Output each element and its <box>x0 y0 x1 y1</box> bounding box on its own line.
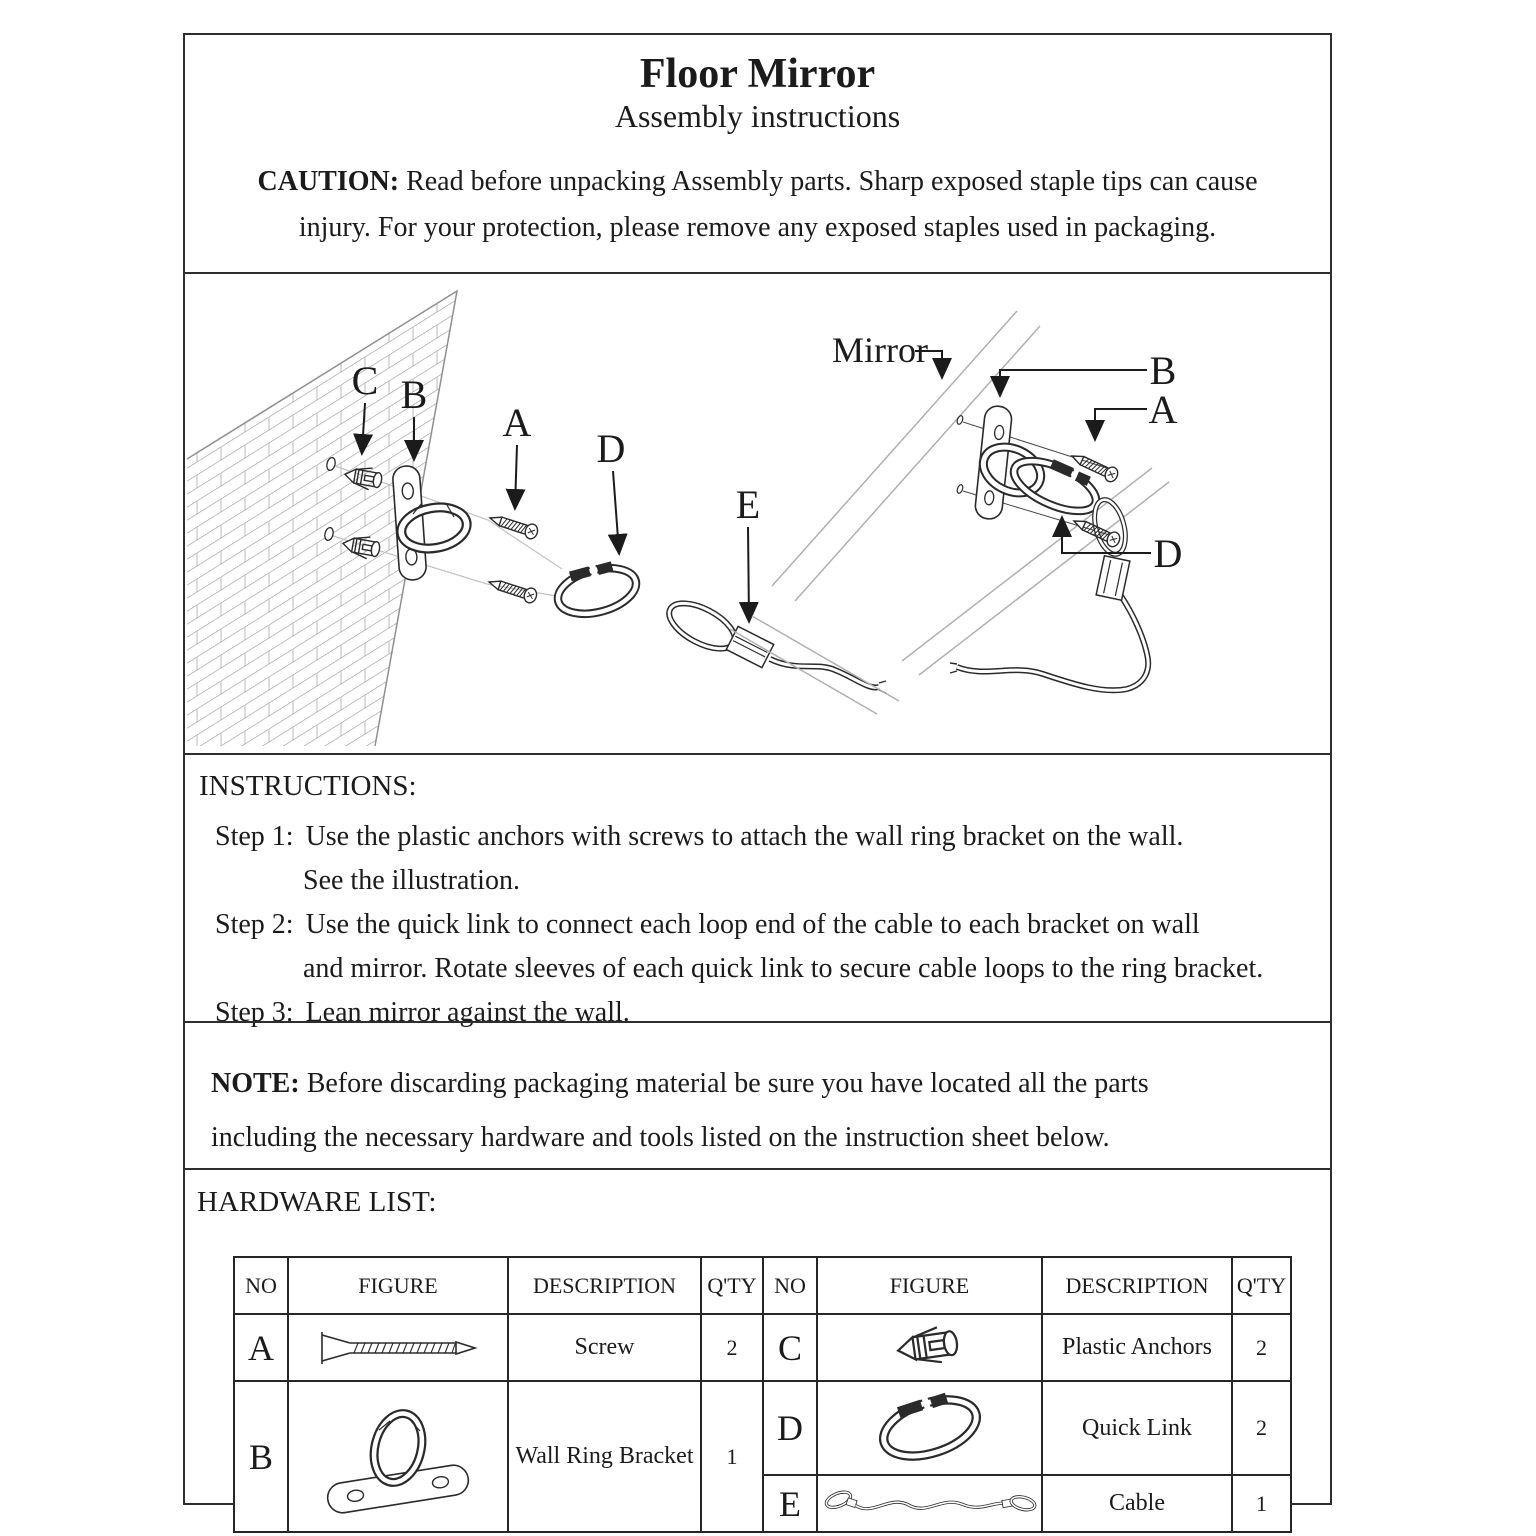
quick-link-drawing <box>551 554 641 622</box>
col-description: DESCRIPTION <box>1042 1257 1232 1314</box>
diagram-section <box>185 272 1330 753</box>
quick-link-figure <box>817 1381 1042 1475</box>
part-label-d-right: D <box>1153 531 1183 576</box>
screw-drawing <box>488 511 540 541</box>
part-label-e: E <box>735 482 761 527</box>
instructions-heading: INSTRUCTIONS: <box>199 770 417 802</box>
item-e-description: Cable <box>1042 1475 1232 1532</box>
col-description: DESCRIPTION <box>508 1257 701 1314</box>
page-title: Floor Mirror <box>639 51 876 97</box>
item-a-description: Screw <box>508 1314 701 1381</box>
table-row <box>234 1314 1291 1381</box>
item-b-qty: 1 <box>701 1381 763 1532</box>
header-section <box>185 35 1330 272</box>
screw-figure <box>288 1314 508 1381</box>
step-2-line-1: Step 2: Use the quick link to connect each loop end of the cable to each bracket on wall <box>215 909 1200 940</box>
note-section <box>185 1021 1330 1168</box>
col-qty: Q'TY <box>1232 1257 1291 1314</box>
cable-drawing-right <box>950 596 1148 690</box>
item-d-no: D <box>763 1381 817 1475</box>
note-paragraph <box>185 1023 1330 1165</box>
col-figure: FIGURE <box>817 1257 1042 1314</box>
hardware-header-row <box>234 1257 1291 1314</box>
item-c-qty: 2 <box>1232 1314 1291 1381</box>
mirror-label: Mirror <box>832 330 928 370</box>
part-label-c: C <box>351 358 379 403</box>
item-c-no: C <box>763 1314 817 1381</box>
table-row <box>234 1381 1291 1475</box>
note-label: NOTE: <box>211 1068 300 1099</box>
mirror-install-drawing <box>730 311 1182 714</box>
col-qty: Q'TY <box>701 1257 763 1314</box>
item-c-description: Plastic Anchors <box>1042 1314 1232 1381</box>
col-figure: FIGURE <box>288 1257 508 1314</box>
step-1-line-1: Step 1: Use the plastic anchors with screws to attach the wall ring bracket on the wall. <box>215 821 1184 852</box>
page-subtitle: Assembly instructions <box>614 98 901 134</box>
hardware-heading: HARDWARE LIST: <box>197 1186 437 1218</box>
col-no: NO <box>763 1257 817 1314</box>
caution-label: CAUTION: <box>257 166 400 197</box>
step-1-label: Step 1: <box>215 821 294 852</box>
screw-drawing <box>487 575 539 605</box>
item-d-qty: 2 <box>1232 1381 1291 1475</box>
caution-line-2: injury. For your protection, please remove any exposed staples used in packaging. <box>298 212 1217 243</box>
cable-loop-right <box>1089 496 1131 600</box>
step-2-line-2: and mirror. Rotate sleeves of each quick link to secure cable loops to the ring bracket. <box>303 953 1264 984</box>
instruction-sheet <box>183 33 1332 1524</box>
steps-list <box>185 815 1330 1035</box>
step-3-label: Step 3: <box>215 997 294 1028</box>
instructions-section <box>185 753 1330 1028</box>
cable-figure <box>817 1475 1042 1532</box>
item-e-no: E <box>763 1475 817 1532</box>
item-d-description: Quick Link <box>1042 1381 1232 1475</box>
item-a-qty: 2 <box>701 1314 763 1381</box>
wall-ring-bracket-figure <box>288 1381 508 1532</box>
hardware-section <box>185 1168 1330 1524</box>
wall-ring-bracket-drawing <box>392 465 470 581</box>
part-label-d-left: D <box>596 426 626 471</box>
part-label-a-right: A <box>1148 387 1178 432</box>
item-a-no: A <box>234 1314 288 1381</box>
note-line-2: including the necessary hardware and tools listed on the instruction sheet below. <box>211 1122 1110 1153</box>
hardware-table <box>233 1256 1292 1533</box>
step-3-line-1: Step 3: Lean mirror against the wall. <box>215 997 630 1028</box>
note-line-1: NOTE: Before discarding packaging material be sure you have located all the parts <box>211 1068 1149 1099</box>
wall-install-drawing <box>187 291 886 746</box>
item-b-description: Wall Ring Bracket <box>508 1381 701 1532</box>
step-1-line-2: See the illustration. <box>303 865 520 896</box>
col-no: NO <box>234 1257 288 1314</box>
mirror-edge-lines <box>730 311 1169 714</box>
plastic-anchor-figure <box>817 1314 1042 1381</box>
caution-paragraph <box>185 159 1330 251</box>
item-e-qty: 1 <box>1232 1475 1291 1532</box>
part-label-b-left: B <box>400 372 428 417</box>
assembly-diagram <box>185 274 1330 753</box>
caution-line-1: CAUTION: Read before unpacking Assembly parts. Sharp exposed staple tips can cause <box>257 166 1258 197</box>
step-2-label: Step 2: <box>215 909 294 940</box>
cable-drawing <box>662 594 886 693</box>
item-b-no: B <box>234 1381 288 1532</box>
part-label-a-left: A <box>502 400 532 445</box>
part-label-b-right: B <box>1149 348 1177 393</box>
